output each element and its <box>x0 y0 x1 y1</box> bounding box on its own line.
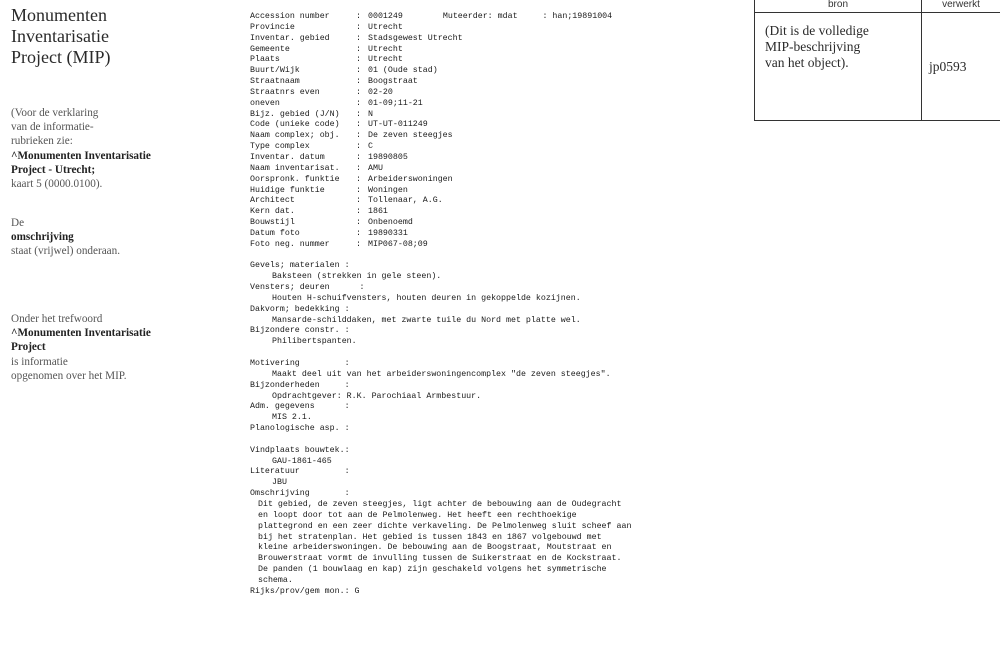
field-label: Plaats <box>250 55 280 65</box>
section-bijzondere <box>250 326 750 348</box>
field-row <box>250 164 750 175</box>
section-text <box>250 272 750 283</box>
field-value: Utrecht <box>368 44 403 54</box>
section-omschrijving <box>250 489 750 587</box>
field-label: Bijz. gebied (J/N) <box>250 109 340 119</box>
field-value: Woningen <box>368 185 408 195</box>
field-value: N <box>368 109 373 119</box>
field-value: 01 (Oude stad) <box>368 66 438 76</box>
field-separator: : <box>356 120 361 130</box>
section-text <box>250 392 750 403</box>
field-separator: : <box>356 55 361 65</box>
section-title: Motivering : <box>250 359 350 368</box>
section-title: Gevels; materialen : <box>250 261 350 271</box>
field-separator: : <box>356 142 361 152</box>
section-adm <box>250 402 750 424</box>
section-line: Baksteen (strekken in gele steen). <box>272 272 442 282</box>
section-title: Vindplaats bouwtek.: <box>250 445 350 455</box>
title-line: Inventarisatie <box>11 26 109 46</box>
section-line: Philibertspanten. <box>272 337 357 347</box>
section-text <box>250 316 750 327</box>
note-line <box>11 216 211 244</box>
field-label: Inventar. datum <box>250 152 325 162</box>
section-line: Houten H-schuifvensters, houten deuren in gekoppelde kozijnen. <box>272 293 581 303</box>
field-value: C <box>368 142 373 152</box>
field-label: Accession number <box>250 12 330 21</box>
section-vindplaats <box>250 446 750 468</box>
note-reference-link[interactable]: ^Monumenten Inventarisatie <box>11 327 151 340</box>
section-line: GAU-1861-465 <box>272 456 332 466</box>
field-label: Provincie <box>250 22 295 32</box>
field-separator: : <box>356 109 361 119</box>
field-separator: : <box>356 196 361 206</box>
section-title: Adm. gegevens : <box>250 402 350 412</box>
section-title: Bijzonderheden : <box>250 380 350 390</box>
field-separator: : <box>356 185 361 195</box>
section-title: Bijzondere constr. : <box>250 326 350 336</box>
section-line: plattegrond en een zeer dichte verkaveling. De Pelmolenweg sluit scheef aan <box>258 521 632 531</box>
section-line: kleine arbeiderswoningen. De bebouwing aan de Boogstraat, Moutstraat en <box>258 543 612 553</box>
field-value: MIP067-08;09 <box>368 239 428 249</box>
field-value: 01-09;11-21 <box>368 98 423 108</box>
section-line: schema. <box>258 575 293 585</box>
section-line: Maakt deel uit van het arbeiderswoningencomplex "de zeven steegjes". <box>272 369 611 379</box>
section-gap <box>250 435 750 446</box>
field-row <box>250 207 750 218</box>
field-value: Tollenaar, A.G. <box>368 196 443 206</box>
field-separator: : <box>356 77 361 87</box>
field-value: 19890805 <box>368 152 408 162</box>
section-line: Opdrachtgever: R.K. Parochiaal Armbestuur. <box>272 391 482 401</box>
section-planologische <box>250 424 750 435</box>
section-text <box>250 413 750 424</box>
field-separator: : <box>356 163 361 173</box>
field-label: Type complex <box>250 142 310 152</box>
field-row <box>250 99 750 110</box>
field-row <box>250 186 750 197</box>
section-dakvorm <box>250 305 750 327</box>
field-separator: : <box>356 87 361 97</box>
note-line: kaart 5 (0000.0100). <box>11 178 103 191</box>
field-mutation-info: Muteerder: mdat : han;19891004 <box>442 12 613 21</box>
document-title <box>11 5 211 68</box>
section-text <box>250 457 750 468</box>
field-label: Kern dat. <box>250 207 295 217</box>
field-separator: : <box>356 33 361 43</box>
field-row <box>250 45 750 56</box>
field-row <box>250 88 750 99</box>
field-label: Naam complex; obj. <box>250 131 340 141</box>
field-label: Naam inventarisat. <box>250 163 340 173</box>
field-separator: : <box>356 174 361 184</box>
field-row <box>250 131 750 142</box>
field-row <box>250 142 750 153</box>
section-literatuur <box>250 467 750 489</box>
field-value: 02-20 <box>368 87 393 97</box>
section-text <box>250 294 750 305</box>
field-value: Boogstraat <box>368 77 418 87</box>
field-label: Foto neg. nummer <box>250 239 330 249</box>
source-line: (Dit is de volledige <box>765 23 869 38</box>
field-label: Architect <box>250 196 295 206</box>
field-row <box>250 175 750 186</box>
field-label: Buurt/Wijk <box>250 66 300 76</box>
record-fields <box>250 12 750 251</box>
field-label: Gemeente <box>250 44 290 54</box>
field-value: Utrecht <box>368 55 403 65</box>
field-separator: : <box>356 12 361 21</box>
section-gap <box>250 348 750 359</box>
section-motivering <box>250 359 750 381</box>
section-title: Literatuur : <box>250 467 350 477</box>
field-separator: : <box>356 44 361 54</box>
sidebar-note-explanation <box>11 106 211 191</box>
field-value: 1861 <box>368 207 388 217</box>
section-line: Dit gebied, de zeven steegjes, ligt achter de bebouwing aan de Oudegracht <box>258 499 622 509</box>
field-separator: : <box>356 228 361 238</box>
section-line: Mansarde-schilddaken, met zwarte tuile du Nord met platte wel. <box>272 315 581 325</box>
field-value: UT-UT-011249 <box>368 120 428 130</box>
field-separator: : <box>356 152 361 162</box>
field-row <box>250 23 750 34</box>
section-line: en loopt door tot aan de Pelmolenweg. Het heeft een rechthoekige <box>258 510 577 520</box>
field-row <box>250 196 750 207</box>
field-label: Straatnrs even <box>250 87 320 97</box>
section-title: Vensters; deuren : <box>250 283 365 293</box>
note-line: Onder het trefwoord <box>11 313 103 325</box>
source-line: MIP-beschrijving <box>765 39 861 54</box>
field-value: Arbeiderswoningen <box>368 174 453 184</box>
section-line: De panden (1 bouwlaag en kap) zijn geschakeld volgens het symmetrische <box>258 565 607 575</box>
section-text <box>250 370 750 381</box>
note-line: rubrieken zie: <box>11 135 73 148</box>
source-table <box>754 0 1000 121</box>
note-text: is informatie <box>11 355 68 368</box>
note-line <box>11 340 211 368</box>
section-title: Planologische asp. : <box>250 424 350 434</box>
note-text: De <box>11 217 25 229</box>
sidebar-note-description <box>11 216 211 259</box>
field-row <box>250 77 750 88</box>
field-row <box>250 240 750 251</box>
section-line: Brouwerstraat vormt de invulling tussen de Suikerstraat en de Kockstraat. <box>258 554 622 564</box>
note-reference-link[interactable]: Project - Utrecht; <box>11 163 96 176</box>
column-divider <box>921 0 922 120</box>
field-label: Code (unieke code) <box>250 120 340 130</box>
note-line: van de informatie- <box>11 121 94 134</box>
title-line: Monumenten <box>11 5 107 25</box>
section-text <box>250 500 750 587</box>
mip-record <box>250 12 750 598</box>
field-value: De zeven steegjes <box>368 131 453 141</box>
field-row <box>250 55 750 66</box>
field-value: AMU <box>368 163 383 173</box>
field-separator: : <box>356 239 361 249</box>
section-title: Rijks/prov/gem mon.: G <box>250 586 360 596</box>
field-separator: : <box>356 218 361 228</box>
field-separator: : <box>356 98 361 108</box>
processed-code: jp0593 <box>929 59 967 74</box>
field-label: oneven <box>250 98 280 108</box>
field-label: Datum foto <box>250 228 300 238</box>
note-keyword: omschrijving <box>11 231 74 244</box>
section-rijks <box>250 587 750 598</box>
field-label: Bouwstijl <box>250 218 295 228</box>
section-gevels <box>250 261 750 283</box>
section-title: Omschrijving : <box>250 489 350 499</box>
section-line: JBU <box>272 478 287 488</box>
field-row <box>250 110 750 121</box>
section-title: Dakvorm; bedekking : <box>250 304 350 314</box>
section-text <box>250 478 750 489</box>
note-line: opgenomen over het MIP. <box>11 369 127 382</box>
field-row <box>250 153 750 164</box>
sidebar-note-keyword <box>11 312 211 383</box>
field-row <box>250 34 750 45</box>
field-value: 19890331 <box>368 228 408 238</box>
source-cell <box>765 23 915 71</box>
field-row <box>250 218 750 229</box>
field-separator: : <box>356 131 361 141</box>
field-value: 0001249 <box>368 12 403 21</box>
record-sections <box>250 261 750 597</box>
note-line: staat (vrijwel) onderaan. <box>11 245 121 258</box>
field-separator: : <box>356 207 361 217</box>
field-label: Oorspronk. funktie <box>250 174 340 184</box>
field-separator: : <box>356 22 361 32</box>
section-line: bij het stratenplan. Het gebied is tussen 1843 en 1867 volgebouwd met <box>258 532 602 542</box>
field-value: Onbenoemd <box>368 218 413 228</box>
note-line: (Voor de verklaring <box>11 107 99 119</box>
field-label: Straatnaam <box>250 77 300 87</box>
field-row <box>250 229 750 240</box>
title-line: Project (MIP) <box>11 47 111 67</box>
column-header-bron: bron <box>827 0 848 10</box>
source-table-header <box>755 0 1000 13</box>
section-bijzonderheden <box>250 381 750 403</box>
field-label: Inventar. gebied <box>250 33 330 43</box>
field-row <box>250 66 750 77</box>
section-text <box>250 337 750 348</box>
field-row <box>250 120 750 131</box>
source-line: van het object). <box>765 55 849 70</box>
section-line: MIS 2.1. <box>272 413 312 423</box>
section-vensters <box>250 283 750 305</box>
note-reference-link[interactable]: Project <box>11 341 46 354</box>
field-label: Huidige funktie <box>250 185 325 195</box>
field-separator: : <box>356 66 361 76</box>
column-header-verwerkt: verwerkt <box>942 0 980 10</box>
field-row <box>250 12 750 23</box>
note-reference-link[interactable]: ^Monumenten Inventarisatie <box>11 149 151 162</box>
field-value: Stadsgewest Utrecht <box>368 33 463 43</box>
field-value: Utrecht <box>368 22 403 32</box>
